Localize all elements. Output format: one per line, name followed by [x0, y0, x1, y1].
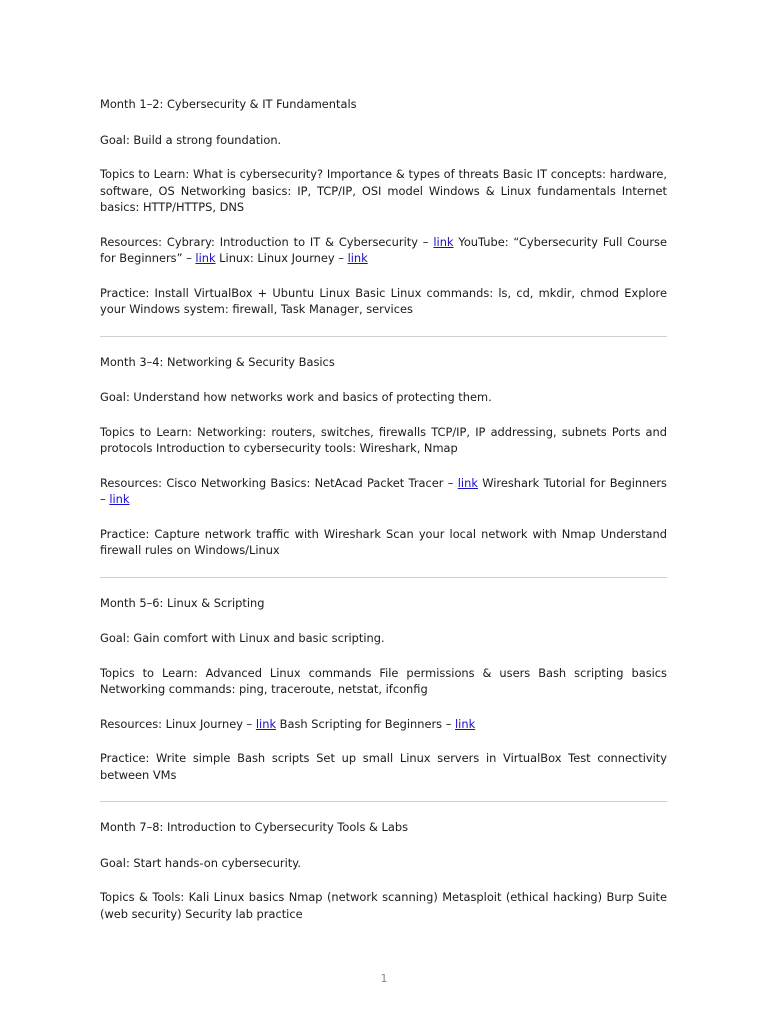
section-goal: Goal: Gain comfort with Linux and basic scripting.: [100, 631, 385, 645]
page-number: 1: [380, 972, 388, 985]
section-goal: Goal: Build a strong foundation.: [100, 132, 282, 147]
section-heading: Month 3–4: Networking & Security Basics: [100, 354, 335, 369]
resource-link[interactable]: link: [433, 234, 454, 249]
section-heading: Month 1–2: Cybersecurity & IT Fundamentals: [100, 97, 357, 111]
resource-link[interactable]: link: [457, 475, 478, 490]
resource-link[interactable]: link: [255, 716, 277, 731]
document-page: [100, 96, 667, 940]
section-practice: Practice: Install VirtualBox + Ubuntu Linux Basic Linux commands: ls, cd, mkdir, chmod Explore your Windows system: firewall, Task Manager, services: [100, 285, 667, 316]
resource-link[interactable]: link: [109, 492, 130, 506]
resource-link[interactable]: link: [455, 716, 476, 731]
section-resources: [100, 716, 667, 733]
section-divider: [100, 336, 667, 337]
resource-text: Linux: Linux Journey –: [215, 251, 348, 265]
section-topics: Topics & Tools: Kali Linux basics Nmap (network scanning) Metasploit (ethical hacking) Burp Suite (web security) Security lab practice: [100, 890, 667, 921]
resource-text: Resources: Linux Journey –: [100, 716, 256, 731]
resource-link[interactable]: link: [195, 251, 216, 265]
section-heading: Month 7–8: Introduction to Cybersecurity Tools & Labs: [100, 820, 409, 834]
section-topics: Topics to Learn: Networking: routers, switches, firewalls TCP/IP, IP addressing, subnets Ports and protocols Introduction to cybersecurity tools: Wireshark, Nmap: [100, 424, 667, 455]
section-goal: Goal: Start hands-on cybersecurity.: [100, 855, 301, 870]
section-topics: Topics to Learn: Advanced Linux commands File permissions & users Bash scripting basics Networking commands: ping, traceroute, netstat, ifconfig: [100, 665, 667, 696]
resource-text: YouTube: “Cybersecurity Full Course for Beginners” –: [100, 234, 667, 265]
section-divider: [100, 801, 667, 802]
resource-text: Resources: Cybrary: Introduction to IT & Cybersecurity –: [100, 234, 434, 249]
section-resources: [100, 475, 667, 508]
resource-text: Wireshark Tutorial for Beginners –: [100, 475, 667, 506]
section-divider: [100, 577, 667, 578]
section-topics: Topics to Learn: What is cybersecurity? Importance & types of threats Basic IT concepts: hardware, software, OS Networking basics: IP, TCP/IP, OSI model Windows & Linux fundamentals Internet basics: HTTP/HTTPS, DNS: [100, 167, 667, 214]
section-practice: Practice: Capture network traffic with Wireshark Scan your local network with Nmap Understand firewall rules on Windows/Linux: [100, 526, 667, 557]
resource-text: Bash Scripting for Beginners –: [276, 716, 456, 731]
section-goal: Goal: Understand how networks work and basics of protecting them.: [100, 390, 492, 404]
resource-link[interactable]: link: [347, 251, 368, 265]
resource-text: Resources: Cisco Networking Basics: NetAcad Packet Tracer –: [100, 475, 458, 490]
section-heading: Month 5–6: Linux & Scripting: [100, 595, 265, 610]
section-practice: Practice: Write simple Bash scripts Set up small Linux servers in VirtualBox Test connectivity between VMs: [100, 751, 667, 782]
section-resources: [100, 234, 667, 267]
